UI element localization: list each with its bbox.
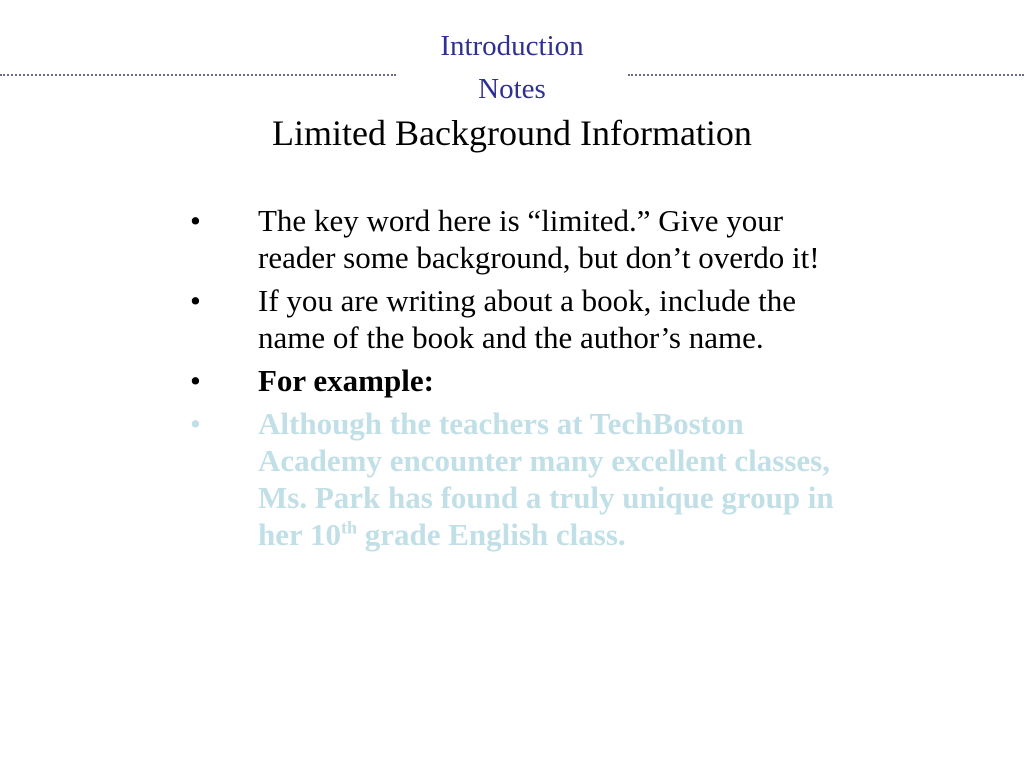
- bullet-item-limited: [186, 202, 866, 276]
- bullet-marker: •: [190, 283, 201, 318]
- bullet-text-before: Although the teachers at TechBoston Academy encounter many excellent classes, Ms. Park has found a truly unique group in her 10: [258, 406, 834, 552]
- bullet-text: If you are writing about a book, include the name of the book and the author’s name.: [258, 283, 797, 355]
- bullet-marker: •: [190, 203, 201, 238]
- bullet-text: For example:: [258, 363, 434, 398]
- slide-title: Limited Background Information: [272, 113, 752, 153]
- bullet-list: [186, 202, 866, 559]
- section-title-line-1: Introduction: [440, 30, 584, 62]
- bullet-item-example-sentence: [186, 405, 866, 553]
- section-title: [0, 32, 1024, 118]
- bullet-superscript: th: [340, 517, 357, 538]
- bullet-text-after: grade English class.: [356, 517, 626, 552]
- section-title-line-2: Notes: [478, 73, 546, 105]
- bullet-marker: •: [190, 363, 201, 398]
- bullet-item-book: [186, 282, 866, 356]
- bullet-marker: •: [190, 406, 201, 441]
- bullet-text: The key word here is “limited.” Give your reader some background, but don’t overdo it!: [258, 203, 820, 275]
- bullet-item-for-example: [186, 362, 866, 399]
